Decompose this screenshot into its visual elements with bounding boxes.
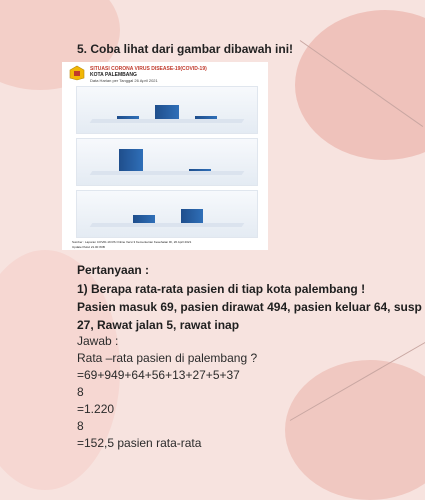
chart-floor bbox=[90, 223, 245, 227]
answer-line: Jawab : bbox=[77, 334, 119, 348]
answer-line: =152,5 pasien rata-rata bbox=[77, 436, 202, 450]
pertanyaan-label: Pertanyaan : bbox=[77, 263, 150, 277]
answer-line: =69+949+64+56+13+27+5+37 bbox=[77, 368, 240, 382]
answer-line: 8 bbox=[77, 385, 84, 399]
chart-floor bbox=[90, 119, 245, 123]
city-logo-icon bbox=[68, 65, 86, 81]
report-chart-panel bbox=[76, 190, 258, 238]
report-chart-panel bbox=[76, 86, 258, 134]
report-footnote: Sumber : Laporan COVID-19 RS Online Versi 3 Kementerian Kesehatan RI, 26 April 2021 bbox=[72, 240, 192, 244]
report-subtitle: KOTA PALEMBANG bbox=[90, 72, 137, 78]
covid-report-image bbox=[62, 62, 268, 250]
answer-line: Rata –rata pasien di palembang ? bbox=[77, 351, 258, 365]
report-footnote: Update Pukul 21.00 WIB bbox=[72, 245, 105, 249]
chart-bar bbox=[189, 169, 211, 171]
report-chart-panel bbox=[76, 138, 258, 186]
chart-bar bbox=[155, 105, 179, 119]
chart-bar bbox=[117, 116, 139, 119]
report-date: Data Harian per Tanggal 26 April 2021 bbox=[90, 78, 158, 83]
question-heading: 5. Coba lihat dari gambar dibawah ini! bbox=[77, 42, 294, 56]
report-title: SITUASI CORONA VIRUS DISEASE-19(COVID-19) bbox=[90, 66, 207, 72]
question-line: Pasien masuk 69, pasien dirawat 494, pasien keluar 64, susp bbox=[77, 300, 422, 314]
chart-bar bbox=[181, 209, 203, 223]
answer-line: =1.220 bbox=[77, 402, 115, 416]
chart-bar bbox=[195, 116, 217, 119]
chart-bar bbox=[133, 215, 155, 223]
question-line: 1) Berapa rata-rata pasien di tiap kota palembang ! bbox=[77, 282, 366, 296]
chart-floor bbox=[90, 171, 245, 175]
question-line: 27, Rawat jalan 5, rawat inap bbox=[77, 318, 240, 332]
answer-line: 8 bbox=[77, 419, 84, 433]
chart-bar bbox=[119, 149, 143, 171]
